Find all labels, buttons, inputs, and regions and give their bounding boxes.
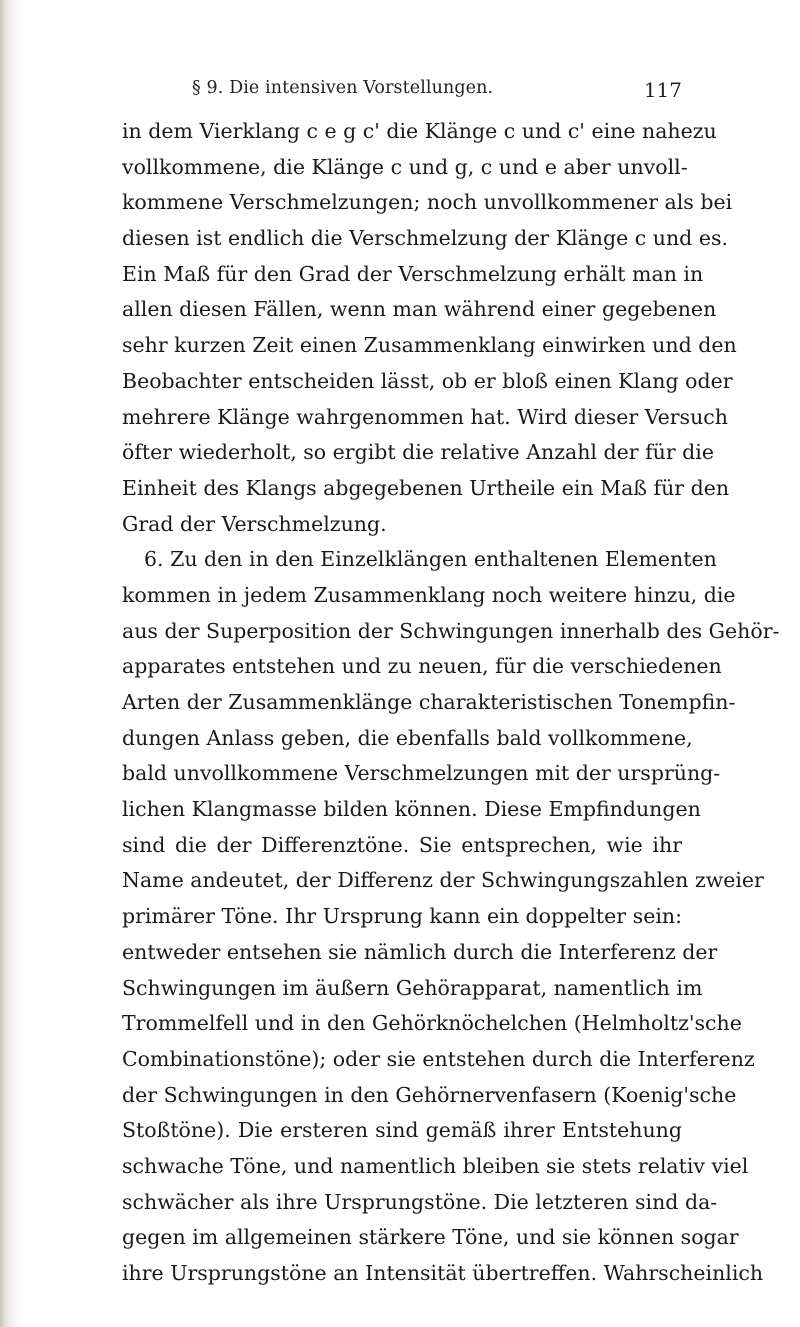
text-line: sind die der Differenztöne. Sie entsprechen, wie ihr (122, 832, 682, 857)
text-line: mehrere Klänge wahrgenommen hat. Wird dieser Versuch (122, 404, 728, 429)
text-line: dungen Anlass geben, die ebenfalls bald vollkommene, (122, 725, 693, 750)
text-line: apparates entstehen und zu neuen, für die verschiedenen (122, 654, 722, 679)
text-line: kommene Verschmelzungen; noch unvollkommener als bei (122, 190, 733, 215)
text-line: gegen im allgemeinen stärkere Töne, und sie können sogar (122, 1225, 739, 1250)
text-line: Trommelfell und in den Gehörknöchelchen (Helmholtz'sche (122, 1011, 742, 1036)
text-line: primärer Töne. Ihr Ursprung kann ein doppelter sein: (122, 904, 682, 929)
page-number: 117 (643, 78, 682, 102)
text-line: kommen in jedem Zusammenklang noch weitere hinzu, die (122, 582, 736, 607)
section-title: § 9. Die intensiven Vorstellungen. (192, 78, 494, 98)
text-line: Stoßtöne). Die ersteren sind gemäß ihrer Entstehung (122, 1118, 682, 1143)
body-text (122, 114, 780, 1292)
page-binding-edge (0, 0, 22, 1327)
text-line: Name andeutet, der Differenz der Schwingungszahlen zweier (122, 868, 764, 893)
text-line: öfter wiederholt, so ergibt die relative Anzahl der für die (122, 440, 714, 465)
text-line: entweder entsehen sie nämlich durch die Interferenz der (122, 939, 718, 964)
text-line: in dem Vierklang c e g c' die Klänge c und c' eine nahezu (122, 119, 717, 143)
text-line: bald unvollkommene Verschmelzungen mit der ursprüng- (122, 761, 721, 786)
text-line: schwächer als ihre Ursprungstöne. Die letzteren sind da- (122, 1189, 718, 1214)
text-line: Arten der Zusammenklänge charakteristischen Tonempfin- (122, 690, 736, 714)
text-line: schwache Töne, und namentlich bleiben sie stets relativ viel (122, 1153, 749, 1178)
text-line: Beobachter entscheiden lässt, ob er bloß einen Klang oder (122, 368, 733, 393)
text-line: Ein Maß für den Grad der Verschmelzung erhält man in (122, 261, 704, 286)
text-line: vollkommene, die Klänge c und g, c und e aber unvoll- (122, 154, 688, 179)
text-line: der Schwingungen in den Gehörnervenfasern (Koenig'sche (122, 1082, 737, 1107)
text-line: allen diesen Fällen, wenn man während einer gegebenen (122, 297, 717, 322)
text-line: Combinationstöne); oder sie entstehen durch die Interferenz (122, 1046, 755, 1071)
text-line: aus der Superposition der Schwingungen innerhalb des Gehör- (122, 618, 780, 643)
text-line: 6. Zu den in den Einzelklängen enthaltenen Elementen (144, 547, 717, 572)
text-line: ihre Ursprungstöne an Intensität übertreffen. Wahrscheinlich (122, 1261, 764, 1285)
text-line: Grad der Verschmelzung. (122, 511, 387, 536)
text-line: lichen Klangmasse bilden können. Diese Empfindungen (122, 797, 701, 822)
text-line: diesen ist endlich die Verschmelzung der Klänge c und es. (122, 226, 728, 251)
text-line: Einheit des Klangs abgegebenen Urtheile ein Maß für den (122, 475, 730, 500)
text-line: sehr kurzen Zeit einen Zusammenklang einwirken und den (122, 333, 737, 358)
running-header (192, 78, 682, 108)
text-line: Schwingungen im äußern Gehörapparat, namentlich im (122, 975, 703, 1000)
